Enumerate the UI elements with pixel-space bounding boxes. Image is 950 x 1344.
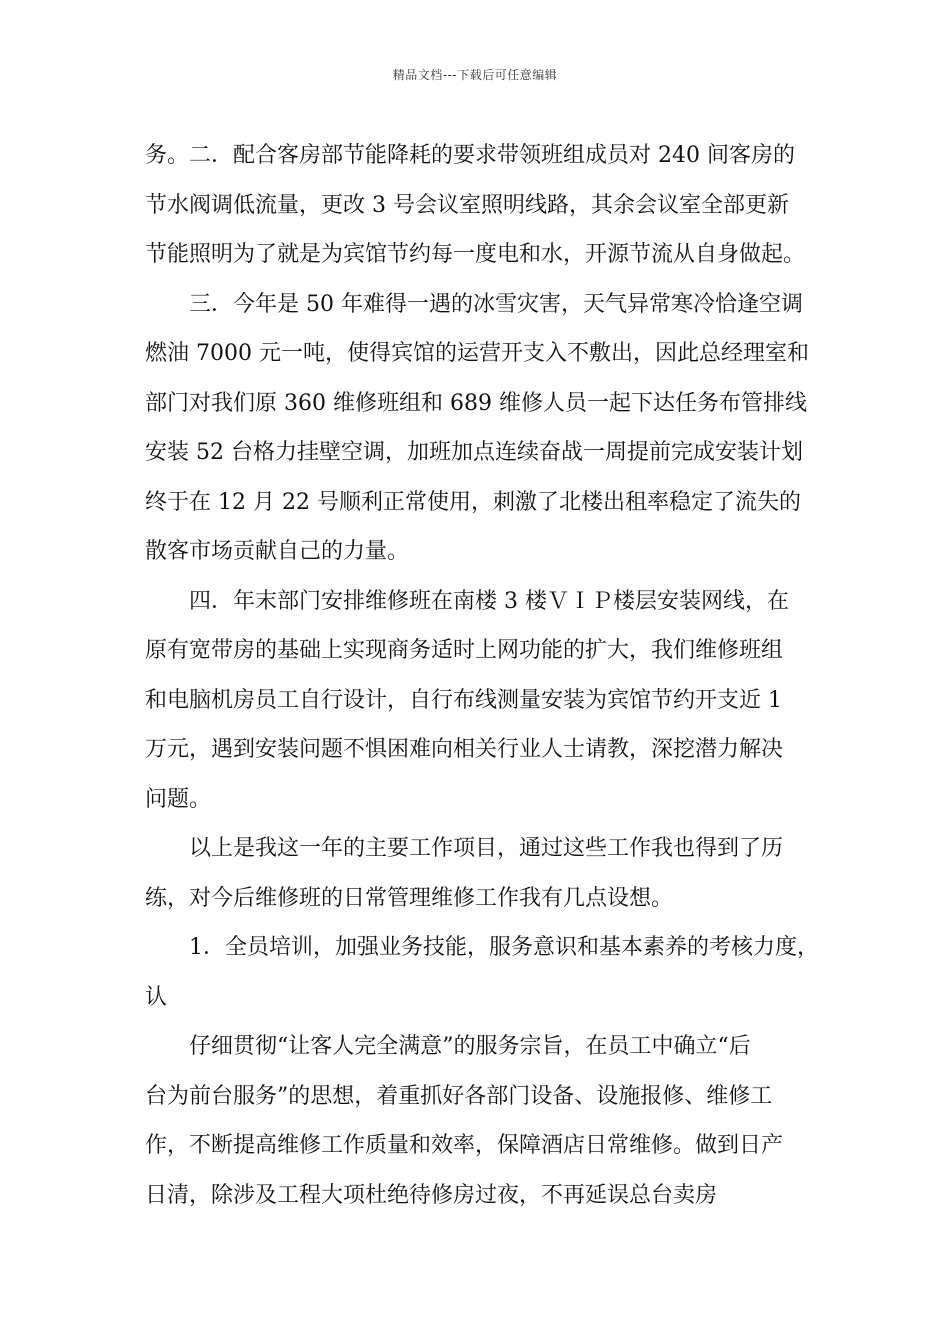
text-line: 四．年末部门安排维修班在南楼 3 楼ＶＩＰ楼层安装网线，在: [145, 588, 789, 614]
text-line: 终于在 12 月 22 号顺利正常使用，刺激了北楼出租率稳定了流失的: [145, 489, 801, 515]
paragraph-4: [145, 824, 810, 923]
text-line: 练，对今后维修班的日常管理维修工作我有几点设想。: [145, 885, 674, 911]
text-line: 燃油 7000 元一吨，使得宾馆的运营开支入不敷出，因此总经理室和: [145, 341, 809, 366]
paragraph-1: [145, 131, 810, 280]
text-line: 部门对我们原 360 维修班组和 689 维修人员一起下达任务布管排线: [145, 390, 807, 416]
paragraph-5: [145, 923, 819, 1022]
text-line: 作，不断提高维修工作质量和效率，保障酒店日常维修。做到日产: [145, 1133, 784, 1158]
text-line: 仔细贯彻“让客人完全满意”的服务宗旨，在员工中确立“后: [145, 1034, 751, 1059]
text-line: 以上是我这一年的主要工作项目，通过这些工作我也得到了历: [145, 836, 784, 861]
text-line: 三．今年是 50 年难得一遇的冰雪灾害，天气异常寒冷恰逢空调: [145, 291, 803, 317]
body-text: [145, 131, 819, 1220]
text-line: 认: [145, 984, 168, 1010]
text-line: 散客市场贡献自己的力量。: [145, 539, 410, 564]
paragraph-2: [145, 280, 810, 577]
text-line: 万元，遇到安装问题不惧困难向相关行业人士请教，深挖潜力解决: [145, 737, 784, 762]
page-header: 精品文档---下载后可任意编辑: [392, 68, 558, 82]
text-line: 日清，除涉及工程大项杜绝待修房过夜，不再延误总台卖房: [145, 1182, 718, 1208]
text-line: 节水阀调低流量，更改 3 号会议室照明线路，其余会议室全部更新: [145, 192, 789, 218]
text-line: 安装 52 台格力挂壁空调，加班加点连续奋战一周提前完成安装计划: [145, 440, 803, 465]
text-line: 节能照明为了就是为宾馆节约每一度电和水，开源节流从自身做起。: [145, 242, 806, 267]
text-line: 问题。: [145, 786, 212, 812]
text-line: 1．全员培训，加强业务技能，服务意识和基本素养的考核力度，: [145, 935, 819, 960]
text-line: 务。二．配合客房部节能降耗的要求带领班组成员对 240 间客房的: [145, 143, 795, 168]
text-line: 台为前台服务”的思想，着重抓好各部门设备、设施报修、维修工: [145, 1083, 773, 1109]
text-line: 和电脑机房员工自行设计，自行布线测量安装为宾馆节约开支近 1: [145, 687, 782, 713]
text-line: 原有宽带房的基础上实现商务适时上网功能的扩大，我们维修班组: [145, 638, 784, 663]
paragraph-3: [145, 577, 810, 825]
paragraph-6: [145, 1022, 810, 1220]
